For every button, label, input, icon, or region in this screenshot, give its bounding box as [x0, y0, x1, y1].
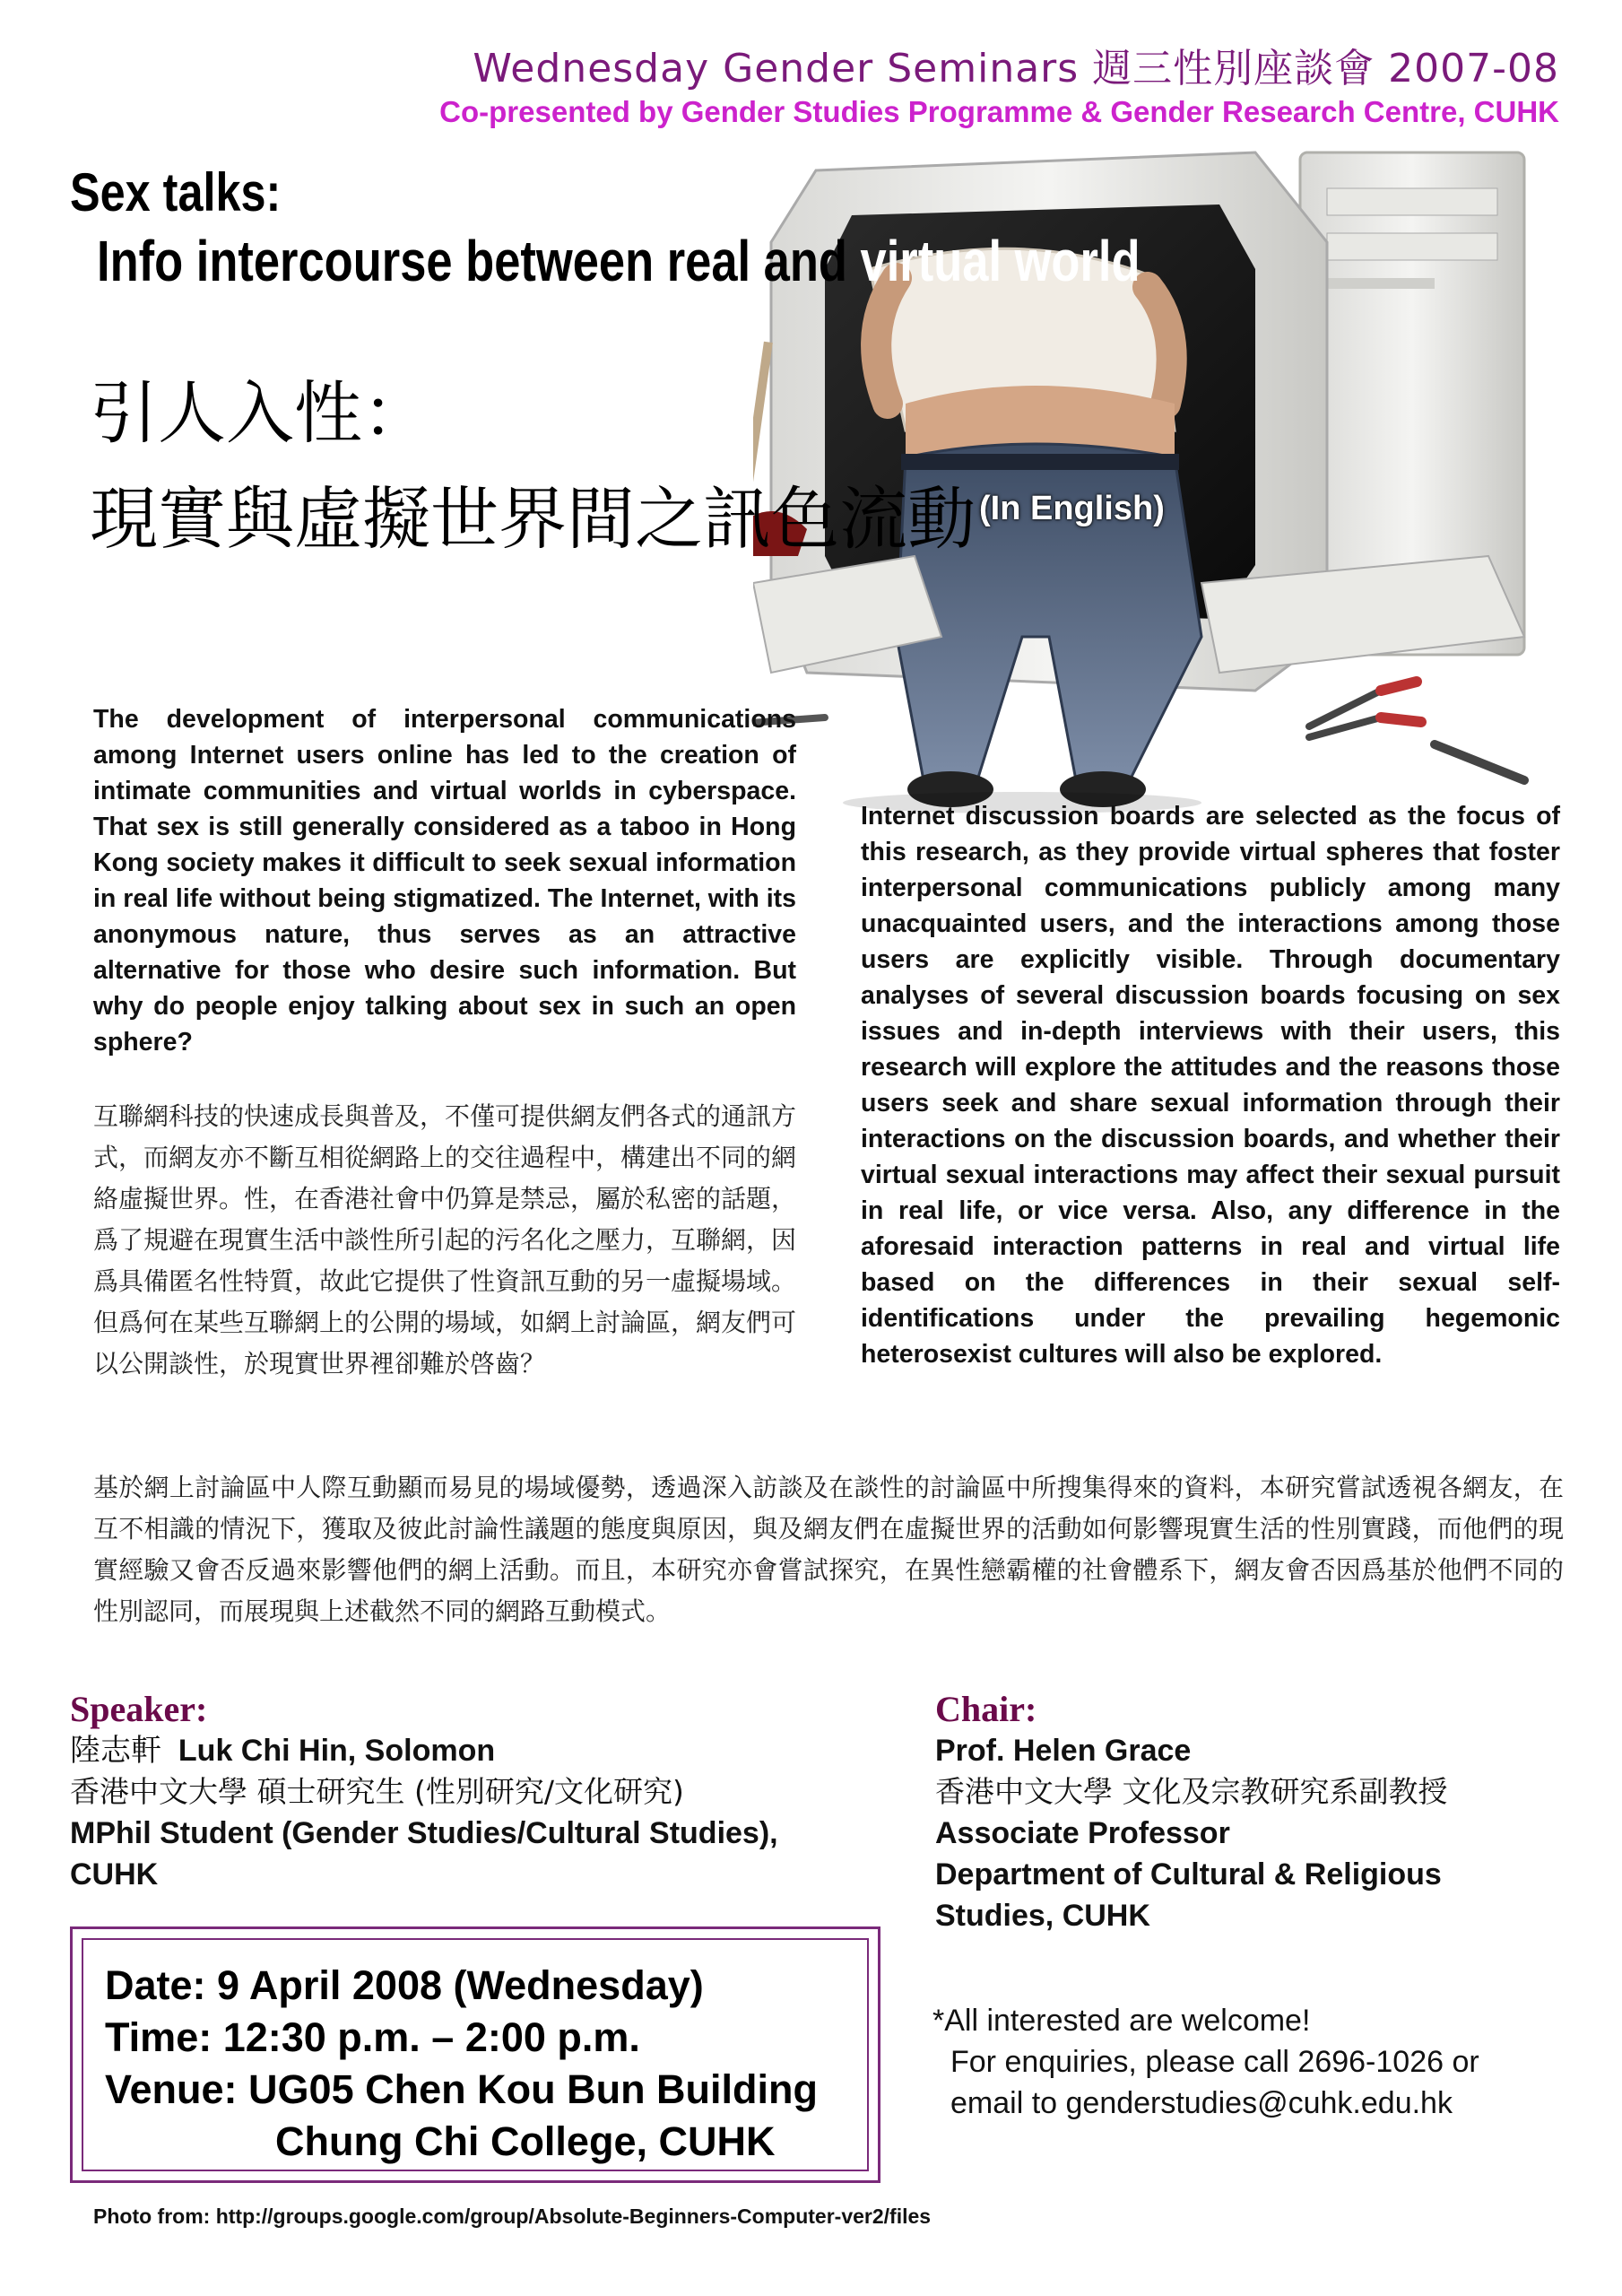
- event-details-box: [70, 1926, 880, 2183]
- welcome-line: *All interested are welcome!: [932, 2004, 1311, 2038]
- enquiries-block: [932, 2000, 1479, 2124]
- chinese-title-line-1: 引人入性：: [90, 373, 430, 453]
- chair-name: Prof. Helen Grace: [935, 1734, 1192, 1768]
- event-venue-2: Chung Chi College, CUHK: [275, 2118, 776, 2164]
- title-line-2: [97, 228, 1141, 294]
- title-line-2-overlay: virtual world: [860, 229, 1141, 293]
- event-time: Time: 12:30 p.m. – 2:00 p.m.: [105, 2014, 640, 2060]
- speaker-title-en-2: CUHK: [70, 1857, 159, 1892]
- title-line-2-main: Info intercourse between real and: [97, 229, 861, 293]
- speaker-name-en: Luk Chi Hin, Solomon: [178, 1734, 496, 1768]
- enquiry-phone-line: For enquiries, please call 2696-1026 or: [950, 2045, 1479, 2079]
- copresenter-line: Co-presented by Gender Studies Programme & Gender Research Centre, CUHK: [439, 95, 1559, 128]
- speaker-name-zh: 陸志軒: [70, 1733, 161, 1769]
- chair-block: [935, 1688, 1563, 1936]
- speaker-block: [70, 1688, 877, 1895]
- chair-title-en-3: Studies, CUHK: [935, 1899, 1150, 1933]
- seminar-series-title: Wednesday Gender Seminars 週三性別座談會 2007-08: [473, 46, 1559, 91]
- abstract-right-english: Internet discussion boards are selected as the focus of this research, as they provide virtual spheres that foster interpersonal communications publicly among many unacquainted users, and the interactions among those users are explicitly visible. Through documentary analyses of several discussion boards focusing on sex issues and in-depth interviews with their users, this research will explore the attitudes and the reasons those users seek and share sexual information through their interactions on the discussion boards, and whether their virtual sexual interactions may affect their sexual pursuit in real life, or vice versa. Also, any difference in the aforesaid interaction patterns in real and virtual life based on the differences in their sexual self-identifications under the prevailing hegemonic heterosexist cultures will also be explored.: [861, 802, 1560, 1369]
- abstract-left-chinese: 互聯網科技的快速成長與普及，不僅可提供網友們各式的通訊方式，而網友亦不斷互相從網路上的交往過程中，構建出不同的網絡虛擬世界。性，在香港社會中仍算是禁忌，屬於私密的話題，爲了規避在現實生活中談性所引起的污名化之壓力，互聯網，因爲具備匿名性特質，故此它提供了性資訊互動的另一虛擬場域。但爲何在某些互聯網上的公開的場域，如網上討論區，網友們可以公開談性，於現實世界裡卻難於啓齒？: [93, 1101, 797, 1378]
- chair-title-zh: 香港中文大學 文化及宗教研究系副教授: [935, 1774, 1448, 1809]
- abstract-left-english: The development of interpersonal communications among Internet users online has led to the creation of intimate communities and virtual worlds in cyberspace. That sex is still generally considered as a taboo in Hong Kong society makes it difficult to seek sexual information in real life without being stigmatized. The Internet, with its anonymous nature, thus serves as an attractive alternative for those who desire such information. But why do people enjoy talking about sex in such an open sphere?: [93, 705, 796, 1057]
- title-line-1: Sex talks:: [70, 162, 282, 222]
- chinese-title-line-2: 現實與虛擬世界間之訊色流動: [90, 479, 976, 559]
- event-venue-1: Venue: UG05 Chen Kou Bun Building: [105, 2066, 819, 2112]
- event-details-text: [105, 1960, 818, 2168]
- speaker-name: [70, 1730, 877, 1771]
- speaker-title-en-1: MPhil Student (Gender Studies/Cultural Studies),: [70, 1816, 778, 1850]
- abstract-bottom-chinese: 基於網上討論區中人際互動顯而易見的場域優勢，透過深入訪談及在談性的討論區中所搜集得來的資料，本研究嘗試透視各網友，在互不相識的情況下，獲取及彼此討論性議題的態度與原因，與及網友們在虛擬世界的活動如何影響現實生活的性別實踐，而他們的現實經驗又會否反過來影響他們的網上活動。而且，本研究亦會嘗試探究，在異性戀霸權的社會體系下，網友會否因爲基於他們不同的性別認同，而展現與上述截然不同的網路互動模式。: [93, 1473, 1564, 1626]
- language-note: (In English): [979, 490, 1165, 527]
- chair-heading: Chair:: [935, 1689, 1037, 1729]
- event-details-inner-border: [82, 1938, 869, 2171]
- chair-title-en-1: Associate Professor: [935, 1816, 1230, 1850]
- speaker-title-zh: 香港中文大學 碩士研究生 (性別研究/文化研究): [70, 1774, 684, 1809]
- photo-credit: Photo from: http://groups.google.com/group/Absolute-Beginners-Computer-ver2/files: [93, 2205, 932, 2228]
- event-date: Date: 9 April 2008 (Wednesday): [105, 1962, 704, 2008]
- enquiry-email-line: email to genderstudies@cuhk.edu.hk: [950, 2086, 1453, 2120]
- speaker-heading: Speaker:: [70, 1689, 208, 1729]
- chair-title-en-2: Department of Cultural & Religious: [935, 1857, 1442, 1892]
